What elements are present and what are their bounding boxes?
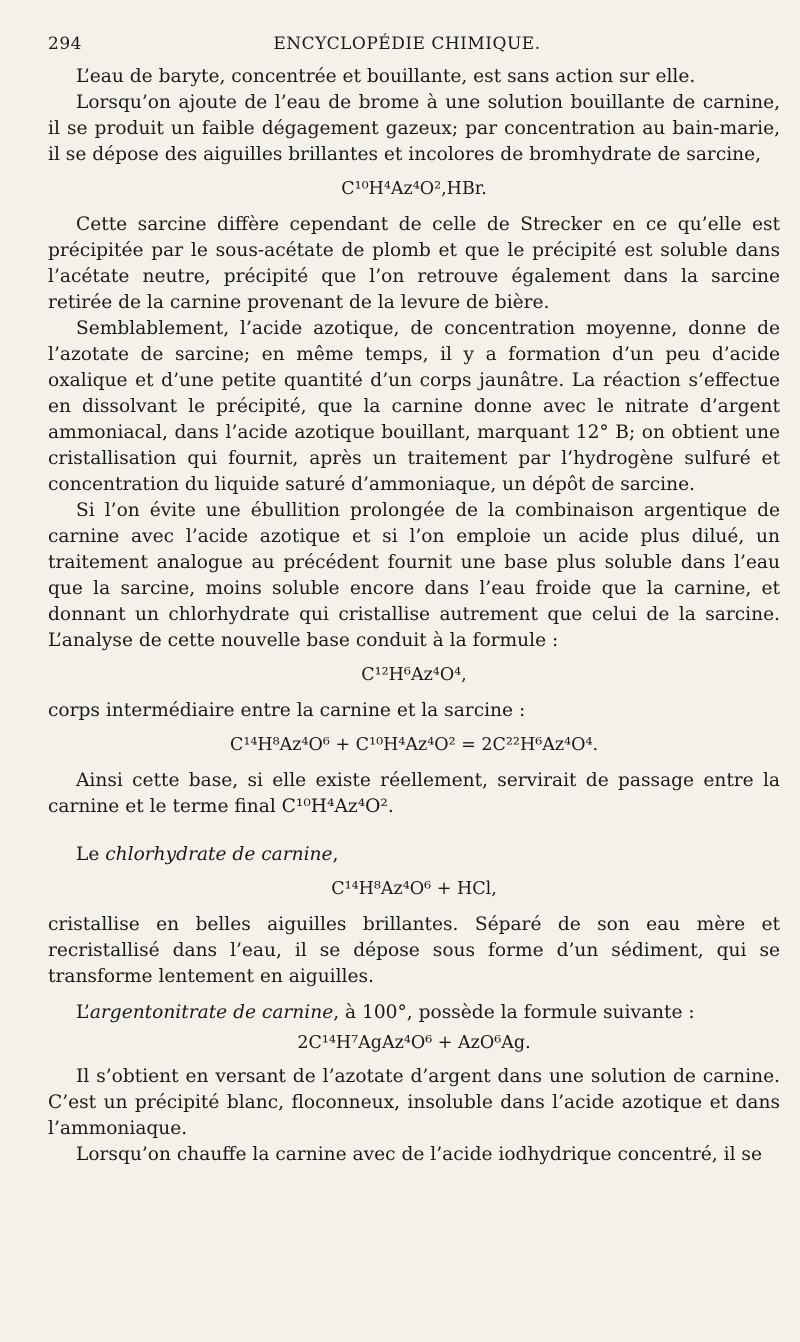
- term-argentonitrate: argentonitrate de carnine: [89, 1002, 334, 1023]
- formula-bromhydrate-sarcine: C¹⁰H⁴Az⁴O²,HBr.: [341, 179, 487, 199]
- formula-chlorhydrate: C¹⁴H⁸Az⁴O⁶ + HCl,: [331, 879, 497, 899]
- term-chlorhydrate: chlorhydrate de carnine: [105, 844, 333, 865]
- paragraph-passage: Ainsi cette base, si elle existe réellement, servirait de passage entre la carnine et le terme final C¹⁰H⁴Az⁴O².: [48, 770, 780, 817]
- paragraph-iodhydrique: Lorsqu’on chauffe la carnine avec de l’acide iodhydrique concentré, il se: [76, 1144, 762, 1165]
- paragraph-brome: Lorsqu’on ajoute de l’eau de brome à une solution bouillante de carnine, il se produit un faible dégagement gazeux; par concentration au bain-marie, il se dépose des aiguilles brillantes et incolores de bromhydrate de sarcine,: [48, 92, 780, 165]
- running-header: [48, 28, 766, 54]
- formula-nouvelle-base: C¹²H⁶Az⁴O⁴,: [361, 665, 467, 685]
- paragraph-cristallise: cristallise en belles aiguilles brillantes. Séparé de son eau mère et recristallisé dans l’eau, il se dépose sous forme d’un sédiment, qui se transforme lentement en aiguilles.: [48, 914, 780, 987]
- formula-equation: C¹⁴H⁸Az⁴O⁶ + C¹⁰H⁴Az⁴O² = 2C²²H⁶Az⁴O⁴.: [229, 735, 599, 755]
- running-title: ENCYCLOPÉDIE CHIMIQUE.: [273, 34, 541, 54]
- paragraph-baryte: L’eau de baryte, concentrée et bouillante, est sans action sur elle.: [76, 66, 696, 87]
- paragraph-acide-azotique: Semblablement, l’acide azotique, de concentration moyenne, donne de l’azotate de sarcine; en même temps, il y a formation d’un peu d’acide oxalique et d’une petite quantité d’un corps jaunâtre. La réaction s’effectue en dissolvant le précipité, que la carnine donne avec le nitrate d’argent ammoniacal, dans l’acide azotique bouillant, marquant 12° B; on obtient une cristallisation qui fournit, après un traitement par l’hydrogène sulfuré et concentration du liquide saturé d’ammoniaque, un dépôt de sarcine.: [48, 318, 780, 495]
- paragraph-ebullition: Si l’on évite une ébullition prolongée de la combinaison argentique de carnine avec l’acide azotique et si l’on emploie un acide plus dilué, un traitement analogue au précédent fournit une base plus soluble dans l’eau que la sarcine, moins soluble encore dans l’eau froide que la carnine, et donnant un chlorhydrate qui cristallise autrement que celui de la sarcine. L’analyse de cette nouvelle base conduit à la formule :: [48, 500, 780, 651]
- page-body: [48, 64, 780, 1168]
- paragraph-argentonitrate: L’argentonitrate de carnine, à 100°, possède la formule suivante :: [76, 1002, 695, 1023]
- page-number: 294: [48, 34, 82, 54]
- paragraph-strecker: Cette sarcine diffère cependant de celle de Strecker en ce qu’elle est précipitée par le sous-acétate de plomb et que le précipité est soluble dans l’acétate neutre, précipité que l’on retrouve également dans la sarcine retirée de la carnine provenant de la levure de bière.: [48, 214, 780, 313]
- paragraph-chlorhydrate: Le chlorhydrate de carnine,: [76, 844, 339, 865]
- paragraph-azotate-argent: Il s’obtient en versant de l’azotate d’argent dans une solution de carnine. C’est un précipité blanc, floconneux, insoluble dans l’acide azotique et dans l’ammoniaque.: [48, 1066, 780, 1139]
- formula-argentonitrate: 2C¹⁴H⁷AgAz⁴O⁶ + AzO⁶Ag.: [297, 1033, 531, 1053]
- paragraph-corps-intermediaire: corps intermédiaire entre la carnine et la sarcine :: [48, 700, 526, 721]
